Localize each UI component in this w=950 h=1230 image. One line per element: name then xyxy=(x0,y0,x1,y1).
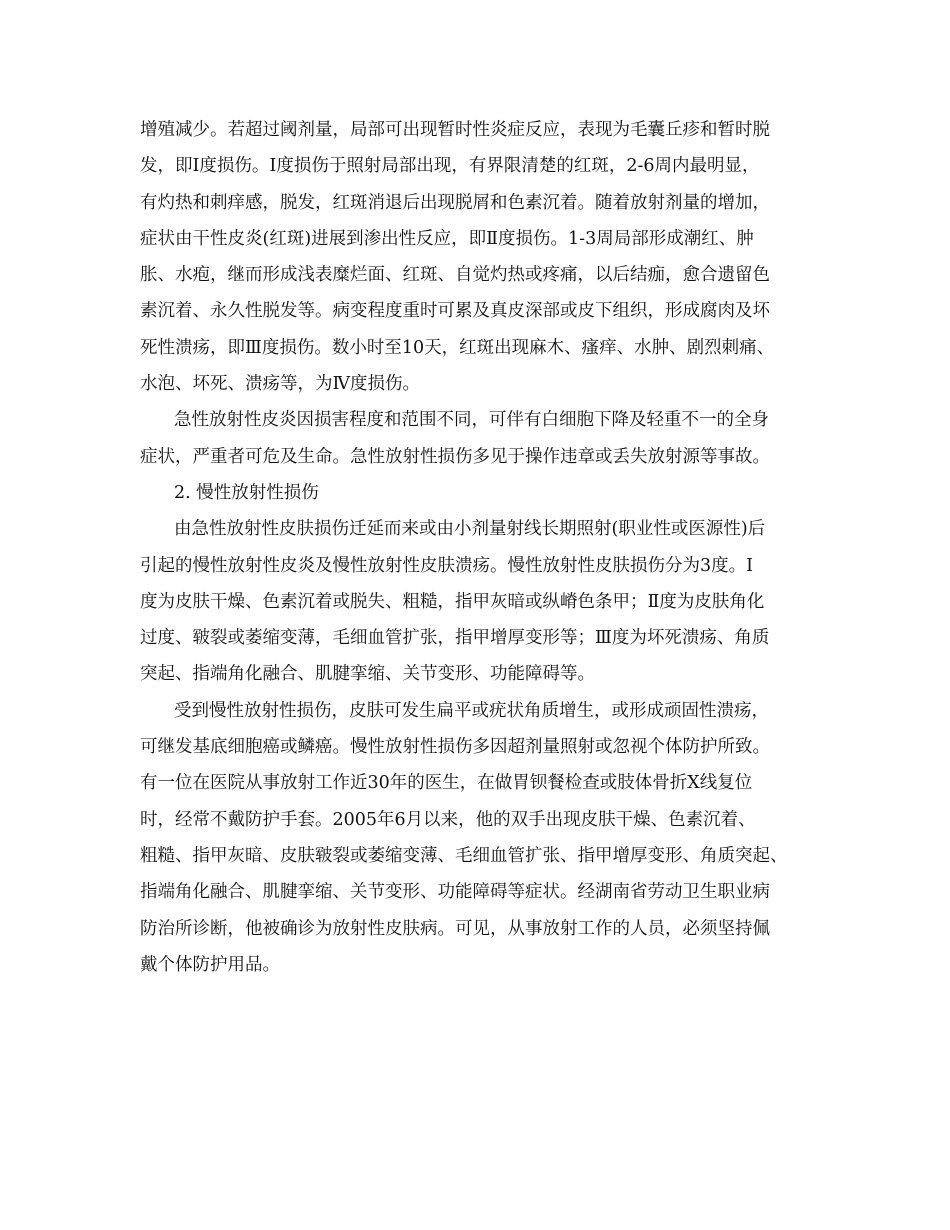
text-line: 过度、皲裂或萎缩变薄，毛细血管扩张，指甲增厚变形等；Ⅲ度为坏死溃疡、角质 xyxy=(140,628,770,649)
text-line: 症状由干性皮炎(红斑)进展到渗出性反应，即Ⅱ度损伤。1-3周局部形成潮红、肿 xyxy=(140,228,754,249)
text-line: 有一位在医院从事放射工作近30年的医生，在做胃钡餐检查或肢体骨折X线复位 xyxy=(140,773,753,794)
text-line: 由急性放射性皮肤损伤迁延而来或由小剂量射线长期照射(职业性或医源性)后 xyxy=(174,519,766,540)
paragraph xyxy=(140,511,820,692)
text-line: 指端角化融合、肌腱挛缩、关节变形、功能障碍等症状。经湖南省劳动卫生职业病 xyxy=(140,882,770,903)
paragraph xyxy=(140,402,820,475)
text-line: 急性放射性皮炎因损害程度和范围不同，可伴有白细胞下降及轻重不一的全身 xyxy=(174,410,769,431)
text-line: 突起、指端角化融合、肌腱挛缩、关节变形、功能障碍等。 xyxy=(140,664,595,685)
text-line: 发，即Ⅰ度损伤。Ⅰ度损伤于照射局部出现，有界限清楚的红斑，2-6周内最明显， xyxy=(140,156,760,177)
text-line: 死性溃疡，即Ⅲ度损伤。数小时至10天，红斑出现麻木、瘙痒、水肿、剧烈刺痛、 xyxy=(140,337,775,358)
text-line: 素沉着、永久性脱发等。病变程度重时可累及真皮深部或皮下组织，形成腐肉及坏 xyxy=(140,301,770,322)
text-line: 2. 慢性放射性损伤 xyxy=(174,482,319,503)
text-line: 粗糙、指甲灰暗、皮肤皲裂或萎缩变薄、毛细血管扩张、指甲增厚变形、角质突起、 xyxy=(140,845,788,866)
paragraph xyxy=(140,112,820,402)
text-line: 受到慢性放射性损伤，皮肤可发生扁平或疣状角质增生，或形成顽固性溃疡， xyxy=(174,700,769,721)
text-line: 症状，严重者可危及生命。急性放射性损伤多见于操作违章或丢失放射源等事故。 xyxy=(140,446,770,467)
text-line: 可继发基底细胞癌或鳞癌。慢性放射性损伤多因超剂量照射或忽视个体防护所致。 xyxy=(140,737,770,758)
paragraph xyxy=(140,693,820,983)
text-line: 防治所诊断，他被确诊为放射性皮肤病。可见，从事放射工作的人员，必须坚持佩 xyxy=(140,918,770,939)
text-line: 水泡、坏死、溃疡等，为Ⅳ度损伤。 xyxy=(140,374,420,395)
text-line: 度为皮肤干燥、色素沉着或脱失、粗糙，指甲灰暗或纵嵴色条甲；Ⅱ度为皮肤角化 xyxy=(140,591,765,612)
text-line: 有灼热和刺痒感，脱发，红斑消退后出现脱屑和色素沉着。随着放射剂量的增加， xyxy=(140,192,770,213)
text-line: 戴个体防护用品。 xyxy=(140,954,280,975)
document-body xyxy=(140,112,820,983)
paragraph xyxy=(140,475,820,511)
text-line: 引起的慢性放射性皮炎及慢性放射性皮肤溃疡。慢性放射性皮肤损伤分为3度。Ⅰ xyxy=(140,555,754,576)
text-line: 时，经常不戴防护手套。2005年6月以来，他的双手出现皮肤干燥、色素沉着、 xyxy=(140,809,756,830)
text-line: 增殖减少。若超过阈剂量，局部可出现暂时性炎症反应，表现为毛囊丘疹和暂时脱 xyxy=(140,120,770,140)
text-line: 胀、水疱，继而形成浅表糜烂面、红斑、自觉灼热或疼痛，以后结痂，愈合遗留色 xyxy=(140,265,770,286)
